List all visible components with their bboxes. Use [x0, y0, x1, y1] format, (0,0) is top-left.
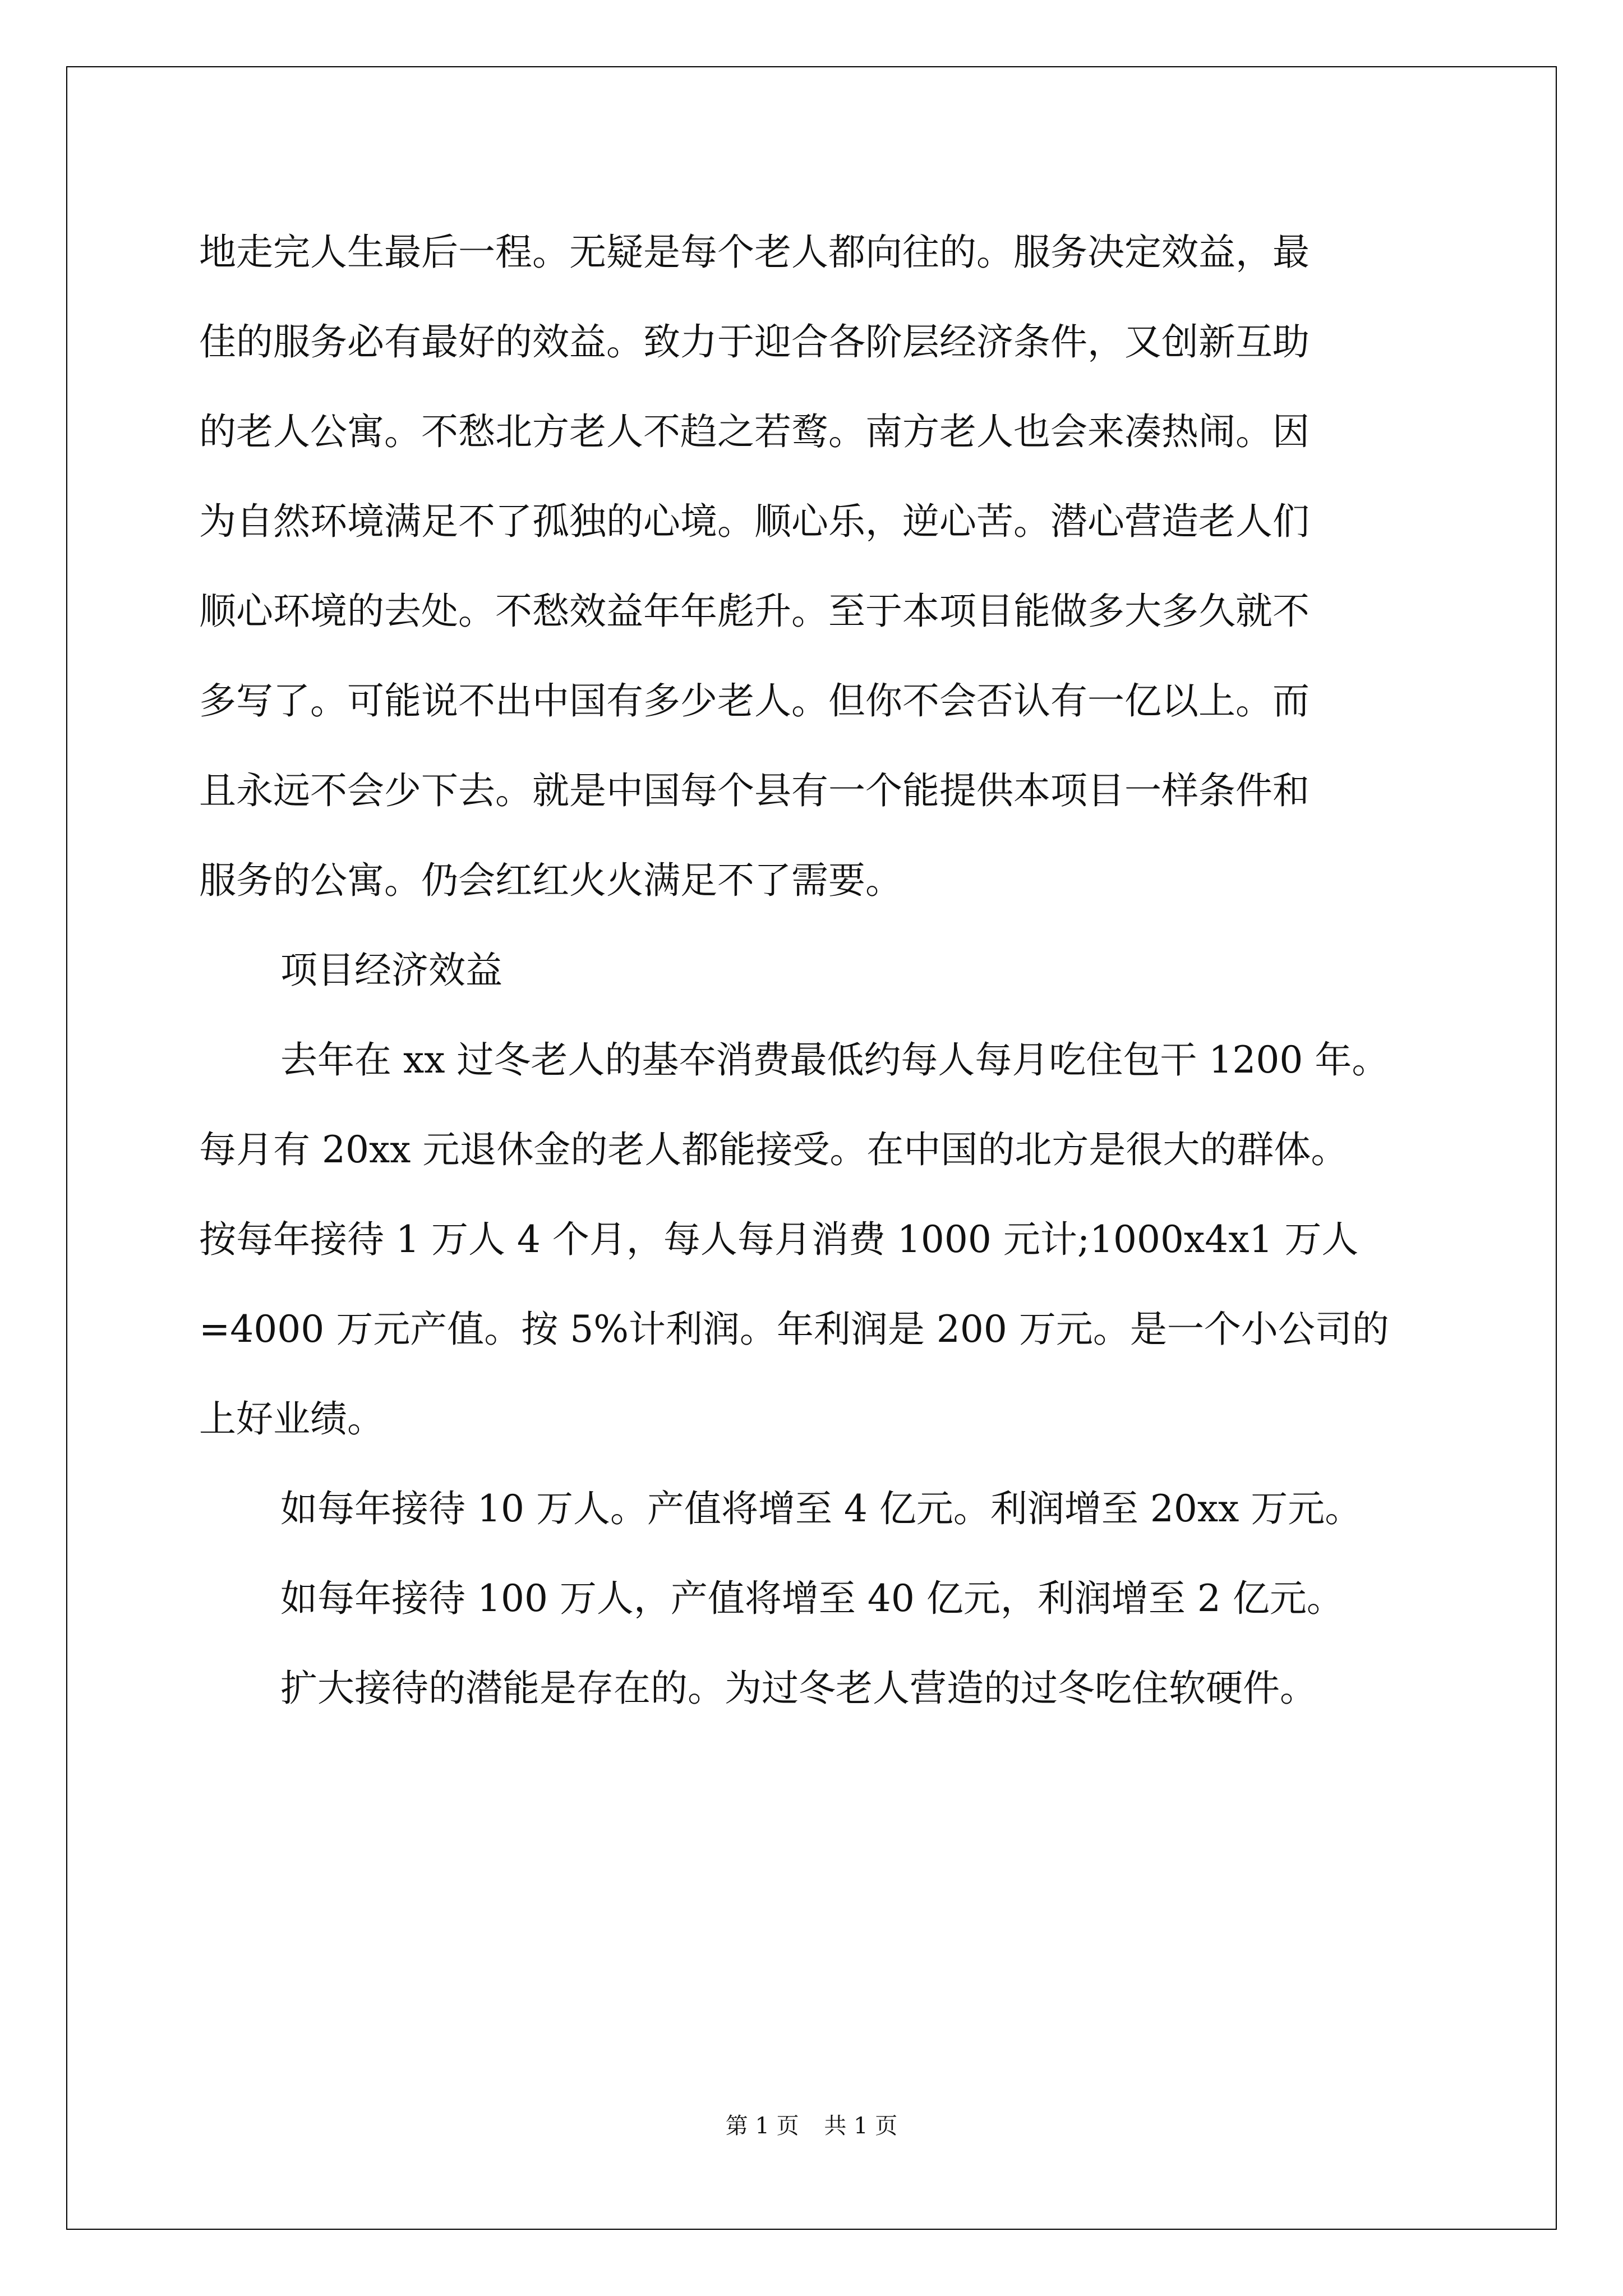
text-line: 的老人公寓。不愁北方老人不趋之若鹜。南方老人也会来凑热闹。因 [199, 410, 1310, 453]
page-footer [0, 2108, 1623, 2140]
section-heading: 项目经济效益 [280, 949, 502, 992]
text-line: 如每年接待 100 万人，产值将增至 40 亿元，利润增至 2 亿元。 [280, 1577, 1344, 1620]
text-line: 佳的服务必有最好的效益。致力于迎合各阶层经济条件，又创新互助 [199, 320, 1310, 364]
page-number: 第 1 页 [725, 2113, 799, 2139]
text-line: 按每年接待 1 万人 4 个月，每人每月消费 1000 元计;1000x4x1 万人 [199, 1218, 1359, 1261]
text-line: 扩大接待的潜能是存在的。为过冬老人营造的过冬吃住软硬件。 [280, 1667, 1317, 1710]
text-line: 多写了。可能说不出中国有多少老人。但你不会否认有一亿以上。而 [199, 679, 1310, 723]
text-line: 服务的公寓。仍会红红火火满足不了需要。 [199, 859, 902, 902]
text-line: 上好业绩。 [199, 1397, 384, 1441]
text-line: 如每年接待 10 万人。产值将增至 4 亿元。利润增至 20xx 万元。 [280, 1487, 1362, 1530]
text-line: =4000 万元产值。按 5%计利润。年利润是 200 万元。是一个小公司的 [199, 1308, 1389, 1351]
text-line: 地走完人生最后一程。无疑是每个老人都向往的。服务决定效益，最 [199, 231, 1310, 274]
text-line: 为自然环境满足不了孤独的心境。顺心乐，逆心苦。潜心营造老人们 [199, 500, 1310, 543]
text-line: 去年在 xx 过冬老人的基夲消费最低约每人每月吃住包干 1200 年。 [280, 1038, 1389, 1082]
text-line: 且永远不会少下去。就是中国每个县有一个能提供本项目一样条件和 [199, 769, 1310, 812]
text-line: 每月有 20xx 元退休金的老人都能接受。在中国的北方是很大的群体。 [199, 1128, 1348, 1171]
document-body [199, 208, 1433, 1733]
page-total: 共 1 页 [824, 2113, 898, 2139]
text-line: 顺心环境的去处。不愁效益年年彪升。至于本项目能做多大多久就不 [199, 590, 1310, 633]
